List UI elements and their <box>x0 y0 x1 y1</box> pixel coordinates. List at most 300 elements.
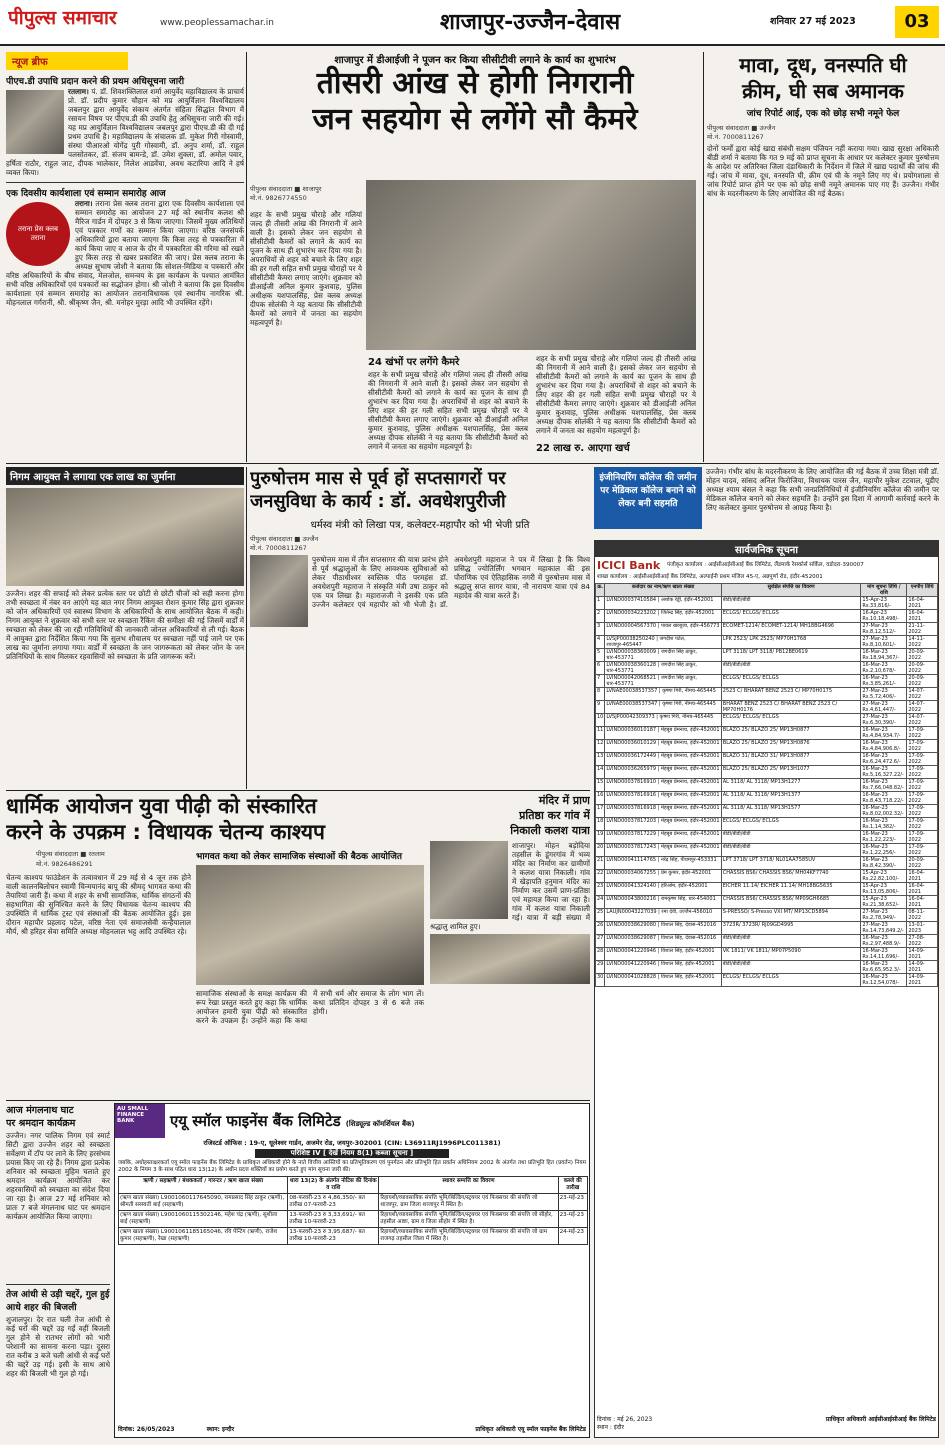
icici-row <box>596 922 938 935</box>
icici-table <box>595 583 938 987</box>
row-number: 19 <box>596 831 605 844</box>
asset-detail: BHARAT BENZ 2523 C/ BHARAT BENZ 2523 C/ MP70H0176 <box>721 701 861 714</box>
demand-date: 15-Apr-23 <box>862 597 887 603</box>
column-divider <box>703 52 704 462</box>
row-number: 2 <box>596 610 605 623</box>
demand-amount: Rs.5,16,327.22/- <box>862 772 904 778</box>
demand-cell <box>861 636 907 649</box>
lead-subhead-cost: 22 लाख रु. आएगा खर्च <box>536 443 630 454</box>
au-header-cell: कब्जे की तारीख <box>558 1177 587 1194</box>
dharmik-body: चेतन्य काश्यप फाउंडेशन के तत्वावधान में 29 मई से 4 जून तक होने वाली कालनबिलोचन स्वामी चिन्मयानंद बापू की श्रीमद् भागवत कथा की तैयारियां जारी हैं। कथा में शहर के सभी सामाजिक, धार्मिक संगठनों की सहभागिता की सुनिश्चित करने के लिए विधायक चेतन्य काश्यप की उपस्थिति में धार्मिक ट्रस्ट एवं संस्थाओं की बैठक आयोजित हुई। इस दौरान महापौर प्रहलाद पटेल, वरिष्ठ नेता एवं समाजसेवी कन्हैयालाल मौर्य, श्री हरिहर सेवा समिति अध्यक्ष मोहनलाल भट्ट आदि उपस्थित रहे। <box>6 873 191 936</box>
npa-date: 17-09-2022 <box>907 831 938 844</box>
demand-cell <box>861 948 907 961</box>
au-row <box>119 1211 588 1228</box>
row-number: 8 <box>596 688 605 701</box>
demand-amount: Rs.6,65,952.3/- <box>862 967 901 973</box>
npa-date: 20-09-2022 <box>907 675 938 688</box>
demand-date: 16-Mar-23 <box>862 818 888 824</box>
asset-detail: बीडी/बीडी/बीडी <box>721 597 861 610</box>
asset-detail: बीडी/बीडी/बीडी <box>721 831 861 844</box>
demand-date: 16-Mar-23 <box>862 662 888 668</box>
nigam-body: उज्जैन। शहर की सफाई को लेकर प्रत्येक स्तर पर छोटी से छोटी चीजों को सही करना होगा तभी स्वच्छता में नंबर वन आएंगे यह बात नगर निगम आयुक्त रोशन कुमार सिंह द्वारा शुक्रवार को जोन अधिकारियों एवं स्वास्थ्य विभाग के अधिकारियों के साथ आयोजित बैठक में कही। निगम आयुक्त ने शुक्रवार को सभी स्तर पर स्वच्छता रैंकिंग की समीक्षा की गई जिसमें वार्डों में स्वच्छता को लेकर की जा रही गतिविधियों की जानकारी जोनल अधिकारियों से ली गई। बैठक में आयुक्त द्वारा निर्देशित किया गया कि सुलभ शौचालय पर स्वच्छता नहीं पाई जाने पर एक लाख का जुर्माना लगाया गया। वार्डों में स्वच्छता के जन जागरूकता को लेकर जोन के जन प्रतिनिधियों के साथ मिलकर रहवासियों को स्वच्छता के प्रति जागरूक करें। <box>6 589 244 661</box>
au-borrower: (ऋण खाता संख्या) L9001060115302146, महेश चंद्र (ऋणी), सुशीला बाई (सहऋणी) <box>119 1211 288 1228</box>
demand-date: 16-Mar-23 <box>862 649 888 655</box>
mandir-headline-2: प्रतिष्ठा कर गांव में <box>519 809 590 822</box>
demand-amount: Rs.33,816/- <box>862 603 892 609</box>
demand-cell <box>861 779 907 792</box>
engineering-story <box>594 467 939 537</box>
npa-date: 14-07-2022 <box>907 688 938 701</box>
npa-date: 14-09-2021 <box>907 948 938 961</box>
icici-header-cell: एनपीए तिथि <box>907 584 938 597</box>
borrower-name: LVIND00037816918 | मेहबूब प्रेमनाथ, इंदौर-452001 <box>605 805 721 818</box>
row-number: 15 <box>596 779 605 792</box>
borrower-name: LVSJP00042309373 | कृष्णा गिरी, नीमच-465445 <box>605 714 721 727</box>
demand-amount: Rs.6,24,472.6/- <box>862 759 901 765</box>
demand-date: 16-Mar-23 <box>862 948 888 954</box>
icici-row <box>596 662 938 675</box>
au-table <box>118 1176 588 1245</box>
npa-date: 14-11-2022 <box>907 636 938 649</box>
right-subhead: जांच रिपोर्ट आई, एक को छोड़ सभी नमूने फेल <box>746 109 900 119</box>
saint-photo <box>250 555 308 627</box>
news-brief-column <box>6 52 244 456</box>
lead-byline: पीपुल्स संवाददाता ■ शाजापुर मो.नं. 9826774550 <box>250 185 322 202</box>
au-borrower: (ऋण खाता संख्या) L9001060117645090, रामप्रसाद सिंह ठाकुर (ऋणी), श्रीमती सरस्वती बाई (सहऋणी) <box>119 1194 288 1211</box>
demand-date: 16-Mar-23 <box>862 805 888 811</box>
demand-cell <box>861 792 907 805</box>
borrower-name: LVIND00036010129 | मेहबूब प्रेमनाथ, इंदौर-452001 <box>605 740 721 753</box>
npa-date: 17-09-2022 <box>907 792 938 805</box>
row-number: 16 <box>596 792 605 805</box>
demand-date: 16-Apr-23 <box>862 610 887 616</box>
section-rule <box>6 790 590 791</box>
borrower-name: LVIND00036265979 | मेहबूब प्रेमनाथ, इंदौर-452001 <box>605 766 721 779</box>
brief-2-title: एक दिवसीय कार्यशाला एवं सम्मान समारोह आज <box>6 182 244 199</box>
row-number: 28 <box>596 948 605 961</box>
demand-date: 27-Mar-23 <box>862 623 888 629</box>
icici-footer-date: दिनांक : मई 26, 2023 <box>597 1416 653 1423</box>
demand-cell <box>861 727 907 740</box>
asset-detail: ECLGS/ ECLGS/ ECLGS <box>721 818 861 831</box>
demand-date: 27-Mar-23 <box>862 714 888 720</box>
demand-cell <box>861 883 907 896</box>
npa-date: 17-09-2022 <box>907 805 938 818</box>
au-header-cell: स्थावर सम्पत्ति का विवरण <box>379 1177 558 1194</box>
borrower-name: LVIND00038629087 | विशाल सिंह, देवास-452016 <box>605 935 721 948</box>
storm-headline: तेज आंधी से उड़ी चद्दरें, गुल हुई आधे शहर की बिजली <box>6 1284 110 1313</box>
demand-cell <box>861 974 907 987</box>
npa-date: 20-09-2022 <box>907 649 938 662</box>
demand-date: 16-Mar-23 <box>862 935 888 941</box>
demand-cell <box>861 597 907 610</box>
column-divider <box>246 52 247 462</box>
demand-cell <box>861 766 907 779</box>
au-footer-place: स्थान: इन्दौर <box>206 1426 235 1433</box>
lead-subhead-cameras: 24 खंभों पर लगेंगे कैमरे <box>368 357 460 368</box>
npa-date: 14-07-2022 <box>907 701 938 714</box>
borrower-name: LVIND00043800216 | रामकृष्ण सिंह, धार-454001 <box>605 896 721 909</box>
demand-date: 16-Mar-23 <box>862 727 888 733</box>
brief-2-city: तराना। <box>75 199 93 208</box>
borrower-name: LVIND00041220946 | विशाल सिंह, इंदौर-452001 <box>605 948 721 961</box>
asset-detail: S-PRESSO/ S-Presso VXI MT/ MP13CD5894 <box>721 909 861 922</box>
demand-cell <box>861 961 907 974</box>
demand-cell <box>861 922 907 935</box>
demand-amount: Rs.8,12,512/- <box>862 629 896 635</box>
row-number: 9 <box>596 701 605 714</box>
demand-cell <box>861 870 907 883</box>
icici-row <box>596 935 938 948</box>
demand-date: 27-Mar-23 <box>862 688 888 694</box>
engineering-headline: इंजीनियरिंग कॉलेज की जमीन पर मेडिकल कॉलेज बनाने को लेकर बनी सहमति <box>594 467 702 529</box>
purushottam-story <box>250 467 590 787</box>
row-number: 11 <box>596 727 605 740</box>
lead-body-2: शहर के सभी प्रमुख चौराहे और गलियां जल्द ही तीसरी आंख की निगरानी में आने वाली है। इसको लेकर जन सहयोग से सीसीटीवी कैमरों को लगाने के कार्य का पूजन के साथ ही शुभारंभ कर दिया गया है। अपराधियों से शहर को बचाने के लिए शहर की हर गली सहित सभी प्रमुख चौराहों पर ये सीसीटीवी कैमरा लगाए जाएंगे। शुक्रवार को डीआईजी अनिल कुमार कुशवाह, पुलिस अधीक्षक यशपालसिंह, प्रेस क्लब अध्यक्ष दीपक सोलंकी ने यह बताया कि सीसीटीवी कैमरों को लगाने में जनता का सहयोग महत्वपूर्ण है। <box>368 370 528 451</box>
demand-amount: Rs.21,38,652/- <box>862 902 899 908</box>
icici-footer-place: स्थान : इंदौर <box>597 1424 624 1431</box>
au-address: रजिस्टर्ड ऑफिस : 19-ए, धूलेश्वर गार्डन, अजमेर रोड, जयपुर-302001 (CIN: L36911RJ1996PLC011381) <box>203 1139 501 1147</box>
row-number: 24 <box>596 896 605 909</box>
dharmik-headline-2: करने के उपक्रम : विधायक चेतन्य काश्यप <box>6 820 325 844</box>
brief-1-body: पं. डॉ. शिवशक्तिलाल शर्मा आयुर्वेद महाविद्यालय के प्राचार्य प्रो. डॉ. प्रदीप कुमार चौहान को मप्र आयुर्विज्ञान विश्वविद्यालय जबलपुर द्वारा आयुर्वेद संकाय अंतर्गत संहिता सिद्धांत विभाग में रसायन विषय पर पीएच.डी की उपाधि हेतु अधिसूचना जारी की गई। यह मप्र आयुर्विज्ञान विश्वविद्यालय जबलपुर द्वारा पीएच.डी की दी गई प्रथम उपाधि है। महाविद्यालय के संचालक डॉ. मुकेश गिरी गोस्वामी, संस्था पीआरओ योगेंद्र पुरी गोस्वामी, डॉ. अनुप शर्मा, डॉ. राहुल पलसोतकर, डॉ. संजय बामन्डे, डॉ. उमेश शुक्ला, डॉ. अमोल पवार, हर्षिता राठौर, राहुल जाट, दीपक भालेकार, निलेश आडवेंचा, अवध कटारिया आदि ने हर्ष व्यक्त किया। <box>6 87 244 177</box>
demand-date: 16-Mar-23 <box>862 961 888 967</box>
icici-header-cell: कर्जदार का नाम/ऋण खाता संख्या <box>605 584 721 597</box>
icici-header-cell: मांग सूचना तिथि / राशि <box>861 584 907 597</box>
borrower-name: LVNAE00038537357 | कृष्णा गिरी, नीमच-465445 <box>605 688 721 701</box>
nigam-photo <box>6 488 244 586</box>
au-row <box>119 1228 588 1245</box>
demand-amount: Rs.1,14,382/- <box>862 824 896 830</box>
demand-date: 16-Mar-23 <box>862 675 888 681</box>
au-appendix: परिशिष्ट IV [ देखें नियम 8(1) कब्जा सूचना ] <box>255 1149 449 1158</box>
npa-date: 17-09-2022 <box>907 727 938 740</box>
au-notice: 13-फरवरी-23 रु 3,95,687/- बत तारीख 10-फरवरी-23 <box>288 1228 379 1245</box>
borrower-name: LVIND00004567370 | पायल खरबूजा, इंदौर-456773 <box>605 623 721 636</box>
borrower-name: LAUJN00043227039 | रमा देवी, उज्जैन-456010 <box>605 909 721 922</box>
section-rule <box>6 463 939 464</box>
demand-cell <box>861 844 907 857</box>
demand-cell <box>861 675 907 688</box>
demand-cell <box>861 623 907 636</box>
au-row <box>119 1194 588 1211</box>
au-logo: AU SMALL FINANCE BANK <box>115 1104 165 1138</box>
icici-row <box>596 714 938 727</box>
icici-row <box>596 870 938 883</box>
lead-headline-2: जन सहयोग से लगेंगे सौ कैमरे <box>312 102 638 137</box>
purushottam-headline-2: जनसुविधा के कार्य : डॉ. अवधेशपुरीजी <box>250 491 506 512</box>
row-number: 22 <box>596 870 605 883</box>
icici-row <box>596 818 938 831</box>
au-title: एयू स्मॉल फाइनेंस बैंक लिमिटेड <box>170 1112 341 1130</box>
asset-detail: 3723R/ 3723R/ RJ09GD4995 <box>721 922 861 935</box>
mangalnath-body: उज्जैन। नगर पालिक निगम एवं स्मार्ट सिटी द्वारा उज्जैन शहर को स्वच्छता सर्वेक्षण में टॉप पर लाने के लिए हरसंभव प्रयास किए जा रहे हैं। निगम द्वारा प्रत्येक शनिवार को स्वच्छता मुहिम चलाते हुए श्रमदान कार्यक्रम आयोजित कर शहरवासियों को स्वच्छता का संदेश दिया जा रहा है। आज 27 मई शनिवार को प्रातः 7 बजे मंगलनाथ घाट पर श्रमदान कार्यक्रम आयोजित किया जाएगा। <box>6 1131 110 1221</box>
asset-detail: BLAZO 31/ BLAZO 31/ MP13H0877 <box>721 753 861 766</box>
demand-cell <box>861 740 907 753</box>
au-footer-sign: प्राधिकृत अधिकारी एयू स्मॉल फाइनेंस बैंक लिमिटेड <box>475 1426 586 1433</box>
right-story <box>707 52 939 462</box>
row-number: 20 <box>596 844 605 857</box>
icici-heading: सार्वजनिक सूचना <box>595 541 938 557</box>
demand-cell <box>861 610 907 623</box>
demand-cell <box>861 701 907 714</box>
demand-date: 16-Mar-23 <box>862 844 888 850</box>
icici-logo: ICICI Bank <box>597 559 661 572</box>
demand-date: 16-Mar-23 <box>862 766 888 772</box>
demand-amount: Rs.8,02,002.32/- <box>862 811 904 817</box>
right-headline-1: मावा, दूध, वनस्पति घी <box>739 53 907 77</box>
icici-notice <box>594 540 939 1438</box>
icici-row <box>596 831 938 844</box>
row-number: 27 <box>596 935 605 948</box>
demand-date: 16-Mar-23 <box>862 779 888 785</box>
npa-date: 14-07-2022 <box>907 714 938 727</box>
demand-amount: Rs.8,10,601/- <box>862 642 896 648</box>
demand-cell <box>861 662 907 675</box>
borrower-name: LVIND00037816910 | मेहबूब प्रेमनाथ, इंदौर-452001 <box>605 779 721 792</box>
icici-row <box>596 844 938 857</box>
demand-date: 16-Mar-23 <box>862 792 888 798</box>
lead-headline-1: तीसरी आंख से होगी निगरानी <box>316 66 634 101</box>
au-borrower: (ऋण खाता संख्या) L9001061185165046, रवि पेन्टिंग (ऋणी), राजेश कुमार (सहऋणी), रेखा (सहऋणी) <box>119 1228 288 1245</box>
au-bank-notice <box>114 1103 590 1438</box>
right-phone: मो.नं. 7000811267 <box>707 133 764 141</box>
asset-detail: VK 1811/ VK 1811/ MP07P5090 <box>721 948 861 961</box>
right-headline-2: क्रीम, घी सब अमानक <box>742 79 904 103</box>
borrower-name: LVIND00036172449 | मेहबूब प्रेमनाथ, इंदौर-452001 <box>605 753 721 766</box>
borrower-name: LVSJP00038250240 | जगदीश पटेल, शाजापुर-465447 <box>605 636 721 649</box>
lead-kicker: शाजापुर में डीआईजी ने पूजन कर किया सीसीटीवी लगाने के कार्य का शुभारंभ <box>334 55 616 66</box>
demand-amount: Rs.13,05,806/- <box>862 889 899 895</box>
demand-cell <box>861 714 907 727</box>
asset-detail: BLAZO 25/ BLAZO 25/ MP13H1077 <box>721 766 861 779</box>
icici-row <box>596 974 938 987</box>
npa-date: 17-09-2022 <box>907 818 938 831</box>
icici-row <box>596 805 938 818</box>
demand-cell <box>861 688 907 701</box>
icici-row <box>596 649 938 662</box>
borrower-name: LVIND00037817243 | मेहबूब प्रेमनाथ, इंदौर-452001 <box>605 844 721 857</box>
demand-amount: Rs.22,82,100/- <box>862 876 899 882</box>
npa-date: 13-01-2023 <box>907 922 938 935</box>
news-brief-label: न्यूज ब्रीफ <box>6 52 128 70</box>
icici-row <box>596 909 938 922</box>
row-number: 7 <box>596 675 605 688</box>
mangalnath-story <box>6 1103 110 1438</box>
demand-amount: Rs.5,72,406/- <box>862 694 896 700</box>
npa-date: 14-09-2021 <box>907 974 938 987</box>
borrower-name: LVIND00037816916 | मेहबूब प्रेमनाथ, इंदौर-452001 <box>605 792 721 805</box>
au-header-cell: ऋणी / सहऋणी / बंधककर्ता / गारन्टर / ऋण खाता संख्या <box>119 1177 288 1194</box>
demand-cell <box>861 649 907 662</box>
icici-branch-line: पंजीकृत कार्यालय : आईसीआईसीआई बैंक लिमिटेड, लैंडमार्क रेसकोर्स सर्किल, वडोदरा-390007 <box>667 562 864 568</box>
mangalnath-headline-1: आज मंगलनाथ घाट <box>6 1105 74 1116</box>
au-header-cell: धारा 13(2) के अंतर्गत नोटिस की दिनांक व राशि <box>288 1177 379 1194</box>
demand-date: 27-Mar-23 <box>862 922 888 928</box>
demand-cell <box>861 753 907 766</box>
borrower-name: LVIND00036010187 | मेहबूब प्रेमनाथ, इंदौर-452001 <box>605 727 721 740</box>
icici-row <box>596 740 938 753</box>
dharmik-phone: मो.नं. 9826486291 <box>36 860 93 868</box>
demand-amount: Rs.2,10,678/- <box>862 668 896 674</box>
icici-row <box>596 948 938 961</box>
row-number: 18 <box>596 818 605 831</box>
borrower-name: LVIND00042068521 | जगदीश सिंह ठाकुर, धार-453771 <box>605 675 721 688</box>
row-number: 4 <box>596 636 605 649</box>
icici-row <box>596 623 938 636</box>
borrower-name: LVIND00037817229 | मेहबूब प्रेमनाथ, इंदौर-452001 <box>605 831 721 844</box>
demand-amount: Rs.18,94,367/- <box>862 655 899 661</box>
demand-cell <box>861 935 907 948</box>
asset-detail: बीडी/बीडी/बीडी <box>721 662 861 675</box>
right-byline: पीपुल्स संवाददाता ■ उज्जैन <box>707 124 776 132</box>
icici-row <box>596 961 938 974</box>
row-number: 13 <box>596 753 605 766</box>
brief-1-title: पीएच.डी उपाधि प्रदान करने की प्रथम अधिसूचना जारी <box>6 77 185 87</box>
storm-body: शुजालपुर। देर रात चली तेज आंधी से कई घरों की चद्दरें उड़ गईं वहीं बिजली गुल होने से रातभर लोगों को भारी परेशानी का सामना करना पड़ा। दूसरा रात करीब 3 बजे चली आंधी से कई घरों की चद्दरें उड़ गई। इसी के साथ आधे शहर की बिजली भी गुल हो गई। <box>6 1315 110 1378</box>
asset-detail: LPT 3718/ LPT 3718/ NL01AA7585UV <box>721 857 861 870</box>
demand-date: 15-Apr-23 <box>862 896 887 902</box>
mandir-photo <box>430 841 508 919</box>
nigam-story <box>6 467 244 787</box>
row-number: 5 <box>596 649 605 662</box>
au-possession-date: 23-मई-23 <box>558 1194 587 1211</box>
borrower-name: LVNAE00038537347 | कृष्णा गिरी, नीमच-465445 <box>605 701 721 714</box>
demand-amount: Rs.4,84,906.8/- <box>862 746 901 752</box>
column-divider <box>246 467 247 789</box>
au-property: रिहायशी/व्यावसायिक संपत्ति भूमि/बिल्डिंग/स्ट्रक्चर एवं फिक्सचर की संपत्ति जो शाजापुर, ग्राम जिला शाजापुर में स्थित है। <box>379 1194 558 1211</box>
row-number: 26 <box>596 922 605 935</box>
row-number: 30 <box>596 974 605 987</box>
icici-row <box>596 597 938 610</box>
demand-amount: Rs.10,18,498/- <box>862 616 899 622</box>
page-number: 03 <box>895 6 939 38</box>
demand-cell <box>861 909 907 922</box>
icici-header-cell: क्र. <box>596 584 605 597</box>
demand-amount: Rs.4,84,934.7/- <box>862 733 901 739</box>
asset-detail: बीडी/बीडी/बीडी <box>721 961 861 974</box>
row-number: 6 <box>596 662 605 675</box>
icici-header-cell: सुरक्षित संपत्ति का विवरण <box>721 584 861 597</box>
asset-detail: CHASSIS BS6/ CHASSIS BS6/ MH04KF7740 <box>721 870 861 883</box>
borrower-name: LVIND00041220946 | विशाल सिंह, इंदौर-452001 <box>605 961 721 974</box>
lead-story <box>250 52 700 462</box>
asset-detail: ECLGS/ ECLGS/ ECLGS <box>721 610 861 623</box>
au-possession-date: 24-मई-23 <box>558 1228 587 1245</box>
asset-detail: EICHER 11.14/ EICHER 11.14/ MH18BG5635 <box>721 883 861 896</box>
npa-date: 21-11-2022 <box>907 623 938 636</box>
purushottam-phone: मो.नं. 7000811267 <box>250 544 307 552</box>
date: शनिवार 27 मई 2023 <box>770 16 856 27</box>
dharmik-headline-1: धार्मिक आयोजन युवा पीढ़ी को संस्कारित <box>6 794 317 818</box>
paper-logo <box>8 4 158 38</box>
masthead <box>0 0 945 46</box>
mandir-headline-1: मंदिर में प्राण <box>538 794 590 807</box>
asset-detail: बीडी/बीडी/बीडी <box>721 844 861 857</box>
npa-date: 27-08-2022 <box>907 935 938 948</box>
asset-detail: BLAZO 25/ BLAZO 25/ MP13H0876 <box>721 740 861 753</box>
row-number: 14 <box>596 766 605 779</box>
lead-body-3: शहर के सभी प्रमुख चौराहे और गलियां जल्द ही तीसरी आंख की निगरानी में आने वाली है। इसको लेकर जन सहयोग से सीसीटीवी कैमरों को लगाने के कार्य का पूजन के साथ ही शुभारंभ कर दिया गया है। अपराधियों से शहर को बचाने के लिए शहर की हर गली सहित सभी प्रमुख चौराहों पर ये सीसीटीवी कैमरा लगाए जाएंगे। शुक्रवार को डीआईजी अनिल कुमार कुशवाह, पुलिस अधीक्षक यशपालसिंह, प्रेस क्लब अध्यक्ष दीपक सोलंकी ने यह बताया कि सीसीटीवी कैमरों को लगाने में जनता का सहयोग महत्वपूर्ण है। <box>536 354 696 435</box>
asset-detail: AL 3118/ AL 3118/ MP13H1377 <box>721 792 861 805</box>
row-number: 1 <box>596 597 605 610</box>
dharmik-photo <box>196 865 424 985</box>
dharmik-subhead: भागवत कथा को लेकर सामाजिक संस्थाओं की बैठक आयोजित <box>196 852 403 862</box>
borrower-name: LVIND00041324140 | हरिओम, इंदौर-452001 <box>605 883 721 896</box>
icici-row <box>596 636 938 649</box>
npa-date: 16-04-2021 <box>907 883 938 896</box>
npa-date: 16-04-2021 <box>907 870 938 883</box>
au-notice: 13-फरवरी-23 रु 3,33,691/- बत तारीख 10-फरवरी-23 <box>288 1211 379 1228</box>
demand-amount: Rs.14,73,849.2/- <box>862 928 904 934</box>
purushottam-subhead: धर्मस्व मंत्री को लिखा पत्र, कलेक्टर-महापौर को भी भेजी प्रति <box>310 520 530 531</box>
demand-amount: Rs.12,54,078/- <box>862 980 899 986</box>
borrower-name: LVIND00038360009 | जगदीश सिंह ठाकुर, धार-453771 <box>605 649 721 662</box>
icici-row <box>596 753 938 766</box>
icici-row <box>596 688 938 701</box>
asset-detail: BLAZO 25/ BLAZO 25/ MP13H0877 <box>721 727 861 740</box>
icici-row <box>596 675 938 688</box>
npa-date: 20-09-2022 <box>907 857 938 870</box>
asset-detail: ECLGS/ ECLGS/ ECLGS <box>721 675 861 688</box>
demand-date: 16-Mar-23 <box>862 753 888 759</box>
demand-date: 27-Mar-23 <box>862 636 888 642</box>
borrower-name: LVIND00037410584 | अशोक रेड्डी, इंदौर-452001 <box>605 597 721 610</box>
icici-row <box>596 779 938 792</box>
demand-cell <box>861 857 907 870</box>
press-club-logo-text: तराना प्रेस क्लब तराना <box>17 225 59 242</box>
demand-date: 16-Mar-23 <box>862 831 888 837</box>
borrower-name: LVIND00037817203 | मेहबूब प्रेमनाथ, इंदौर-452001 <box>605 818 721 831</box>
dharmik-story <box>6 793 590 1098</box>
npa-date: 16-04-2021 <box>907 610 938 623</box>
person-photo <box>6 90 64 154</box>
icici-footer-sign: प्राधिकृत अधिकारी आईसीआईसीआई बैंक लिमिटेड <box>825 1416 936 1423</box>
edition-title: शाजापुर-उज्जैन-देवास <box>440 10 621 35</box>
demand-date: 27-Mar-23 <box>862 701 888 707</box>
lead-photo <box>366 180 696 350</box>
au-intro: जबकि, अधोहस्ताक्षरकर्ता एयू स्मॉल फाइनेंस बैंक लिमिटेड के प्राधिकृत अधिकारी होने के नाते वित्तीय आस्तियों का प्रतिभूतिकरण एवं पुनर्गठन और प्रतिभूति हित प्रवर्तन अधिनियम 2002 के अंतर्गत तथा प्रतिभूति हित (प्रवर्तन) नियम 2002 के नियम 3 के साथ पठित धारा 13(12) के अधीन प्रदत्त शक्तियों का प्रयोग करते हुए मांग सूचना जारी की। <box>118 1160 586 1173</box>
demand-amount: Rs.6,30,390/- <box>862 720 896 726</box>
icici-row <box>596 766 938 779</box>
paper-name: पीपुल्स समाचार <box>8 7 117 29</box>
asset-detail: ECOMET-1214/ ECOMET-1214/ MH18BG4696 <box>721 623 861 636</box>
icici-row <box>596 701 938 714</box>
demand-amount: Rs.8,43,718.22/- <box>862 798 904 804</box>
au-property: रिहायशी/व्यावसायिक संपत्ति भूमि/बिल्डिंग/स्ट्रक्चर एवं फिक्सचर की संपत्ति जो सीहोर, तहसील आष्टा, ग्राम व जिला सीहोर में स्थित है। <box>379 1211 558 1228</box>
demand-date: 15-Apr-23 <box>862 883 887 889</box>
brief-2-body: तराना प्रेस क्लब तराना द्वारा एक दिवसीय कार्यशाला एवं सम्मान समारोह का आयोजन 27 मई को स्थानीय कलश श्री मैरिज गार्डन में दोपहर 3 से किया जाएगा। जिसमें मुख्य अतिथियों एवं पत्रकार गणों का सम्मान किया जाएगा। वरिष्ठ जनसंपर्क अधिकारियों द्वारा बताया जाएगा कि किस तरह से पत्रकारिता में कार्य किया जाए व आज के दौर में पत्रकारिता की गरिमा को रखते हुए किस तरह से खबर प्रकाशित की जाए। प्रेस क्लब तराना के अध्यक्ष सुभाष जोशी ने बताया कि सोशल-मिडिया व पत्रकारों और वरिष्ठ अधिकारियों के बीच संवाद, मेलजोल, समन्वय के इस कार्यक्रम के पश्चात आमंत्रित सभी वरिष्ठ अधिकारियों एवं पत्रकारों का सद्भोजन होगा। श्री जोशी ने बताया कि इस दिवसीय कार्यशाला एवं सम्मान समारोह का आयोजन तरानाविधायक एवं स्थानीय नागरिक श्री. मोहनलाल गर्गरानी, श्री. श्रीकृष्ण जैन, श्री. मनोहर मुरड़ा आदि भी उपस्थित रहेंगे। <box>6 199 244 307</box>
au-footer-date: दिनांक: 26/05/2023 <box>118 1426 175 1433</box>
row-number: 25 <box>596 909 605 922</box>
npa-date: 08-11-2022 <box>907 909 938 922</box>
npa-date: 17-09-2022 <box>907 766 938 779</box>
icici-row <box>596 610 938 623</box>
mandir-headline-3: निकाली कलश यात्रा <box>510 824 590 837</box>
row-number: 23 <box>596 883 605 896</box>
asset-detail: 2523 C/ BHARAT BENZ 2523 C/ MP70H0175 <box>721 688 861 701</box>
asset-detail: AL 3118/ AL 3118/ MP13H1577 <box>721 805 861 818</box>
engineering-body: उज्जैन। गंभीर बांध के मदरनीकरण के लिए आयोजित की गई बैठक में उच्च शिक्षा मंत्री डॉ. मोहन यादव, सांसद अनिल फिरोजिया, विधायक पारस जैन, महापौर मुकेश टटवाल, यूडीए अध्यक्ष श्याम बंसल ने कहा कि सभी जनप्रतिनिधियों में इंजीनियरिंग कॉलेज की जमीन पर मेडिकल कॉलेज बनाने को लेकर सहमति है। उन्होंने इस दिशा में आगामी कार्रवाई करने के लिए कलेक्टर कुमार पुरुषोत्तम से आग्रह किया है। <box>706 467 939 512</box>
press-club-logo <box>6 202 70 266</box>
demand-date: 27-Mar-23 <box>862 909 888 915</box>
website[interactable]: www.peoplessamachar.in <box>160 18 274 28</box>
demand-date: 16-Mar-23 <box>862 740 888 746</box>
asset-detail: AL 3118/ AL 3118/ MP13H1277 <box>721 779 861 792</box>
asset-detail: LPT 3118/ LPT 3118/ PB12BE0619 <box>721 649 861 662</box>
demand-amount: Rs.2,97,488.9/- <box>862 941 901 947</box>
icici-row <box>596 792 938 805</box>
